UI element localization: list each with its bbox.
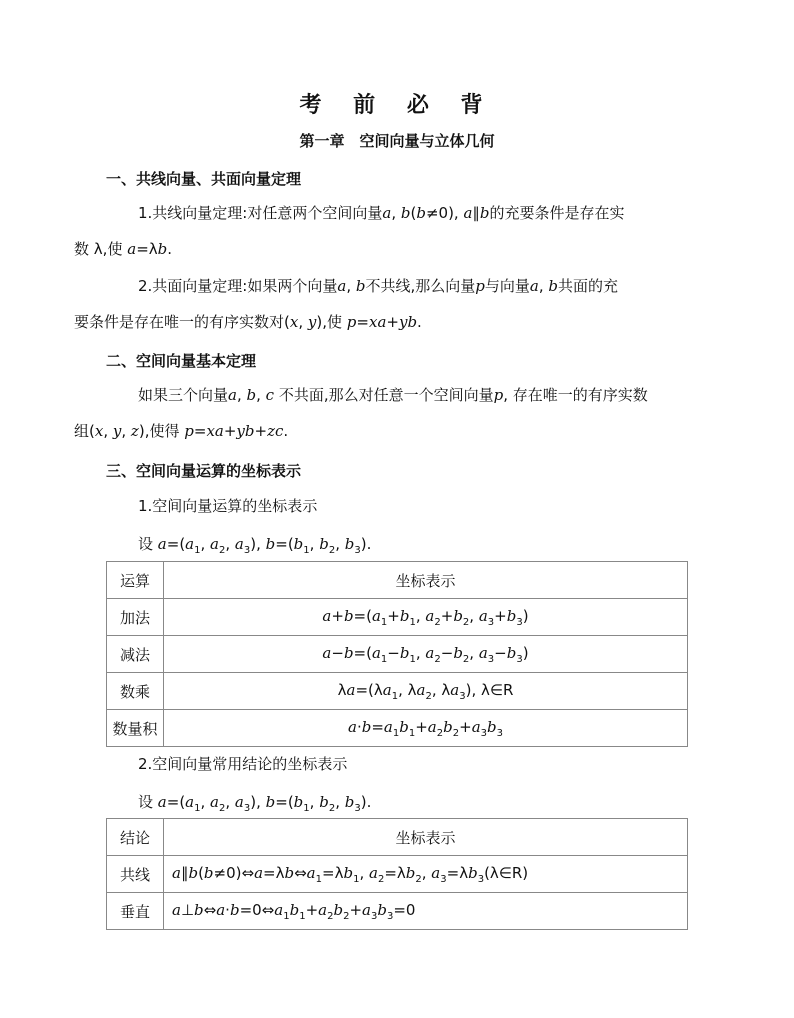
table-row bbox=[107, 856, 688, 893]
vector-setup-2: 设 $a=(a_1$, $a_2$, $a_3$), $b=(b_1$, $b_2$, $b_3$). bbox=[138, 793, 372, 814]
table-header-row bbox=[107, 562, 688, 599]
section1-heading: 一、共线向量、共面向量定理 bbox=[106, 170, 302, 188]
table-header-cell: 结论 bbox=[107, 819, 164, 856]
collinear-theorem-paragraph: 1.共线向量定理:对任意两个空间向量a, b(b≠0), a∥b的充要条件是存在实 数 λ,使 a=λb. bbox=[74, 204, 625, 258]
table-header-row bbox=[107, 819, 688, 856]
coplanar-theorem-paragraph: 2.共面向量定理:如果两个向量a, b不共线,那么向量p与向量a, b共面的充 要条件是存在唯一的有序实数对(x, y),使 p=xa+yb. bbox=[74, 277, 619, 331]
vector-setup-1: 设 $a=(a_1$, $a_2$, $a_3$), $b=(b_1$, $b_2$, $b_3$). bbox=[138, 535, 372, 556]
section2-heading: 二、空间向量基本定理 bbox=[106, 352, 257, 370]
table-row bbox=[107, 710, 688, 747]
common-conclusions-table bbox=[106, 818, 688, 930]
formula-cell: $a+b=(a_1+b_1$, $a_2+b_2$, $a_3+b_3$) bbox=[164, 599, 688, 636]
page-title: 考 前 必 背 bbox=[299, 92, 495, 118]
subsection-coordinate-operations: 1.空间向量运算的坐标表示 bbox=[138, 497, 318, 515]
subsection-common-conclusions: 2.空间向量常用结论的坐标表示 bbox=[138, 755, 348, 773]
table-cell: 共线 bbox=[107, 856, 164, 893]
coordinate-operations-table bbox=[106, 561, 688, 747]
formula-cell: $\lambda a=(\lambda a_1$, $\lambda a_2$, $\lambda a_3$), λ∈R bbox=[164, 673, 688, 710]
table-row bbox=[107, 599, 688, 636]
table-cell: 数乘 bbox=[107, 673, 164, 710]
table-cell: 垂直 bbox=[107, 893, 164, 930]
section3-heading: 三、空间向量运算的坐标表示 bbox=[106, 462, 302, 480]
table-row bbox=[107, 893, 688, 930]
chapter-heading: 第一章 空间向量与立体几何 bbox=[299, 132, 495, 150]
table-cell: 加法 bbox=[107, 599, 164, 636]
table-cell: 数量积 bbox=[107, 710, 164, 747]
table-header-cell: 坐标表示 bbox=[164, 819, 688, 856]
formula-cell: $a\cdot b=a_1b_1+a_2b_2+a_3b_3$ bbox=[164, 710, 688, 747]
table-row bbox=[107, 636, 688, 673]
table-row bbox=[107, 673, 688, 710]
table-header-cell: 运算 bbox=[107, 562, 164, 599]
formula-cell: $a\parallel b(b\ne 0)\Leftrightarrow a=\lambda b\Leftrightarrow a_1=\lambda b_1$, $a_2=\lambda b_2$, $a_3=\lambda b_3(\lambda\in R)$ bbox=[164, 856, 688, 893]
formula-cell: $a-b=(a_1-b_1$, $a_2-b_2$, $a_3-b_3$) bbox=[164, 636, 688, 673]
formula-cell: $a\perp b\Leftrightarrow a\cdot b=0\Leftrightarrow a_1b_1+a_2b_2+a_3b_3=0$ bbox=[164, 893, 688, 930]
table-cell: 减法 bbox=[107, 636, 164, 673]
basis-theorem-paragraph: 如果三个向量a, b, c 不共面,那么对任意一个空间向量p, 存在唯一的有序实数 组(x, y, z),使得 p=xa+yb+zc. bbox=[74, 386, 648, 440]
table-header-cell: 坐标表示 bbox=[164, 562, 688, 599]
